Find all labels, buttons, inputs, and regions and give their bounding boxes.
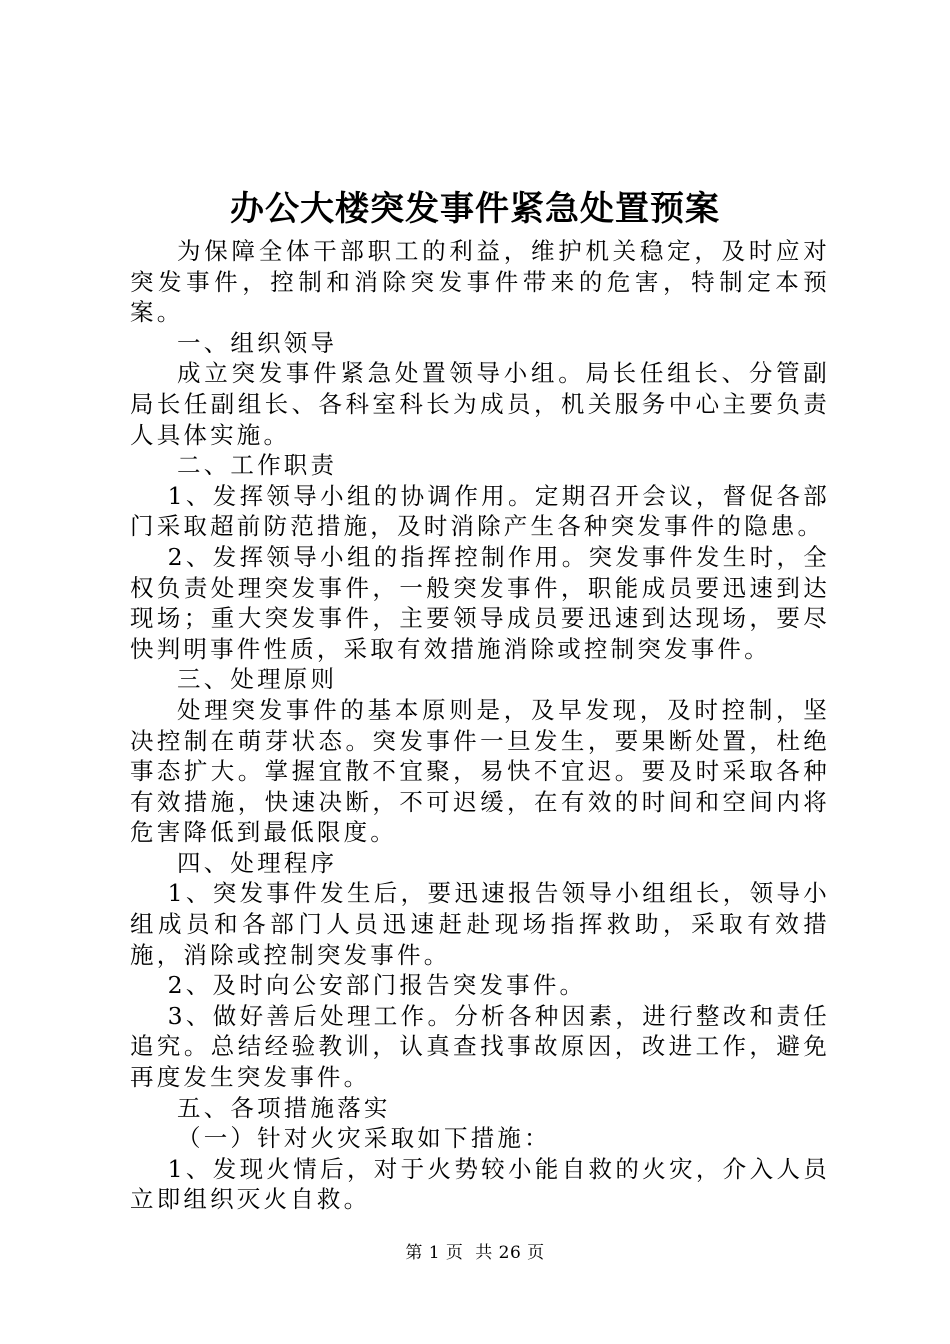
section-heading-principles: 三、处理原则 [177, 665, 338, 694]
paragraph-procedure-3: 3、做好善后处理工作。分析各种因素，进行整改和责任追究。总结经验教训，认真查找事故原因，改进工作，避免再度发生突发事件。 [130, 1001, 830, 1092]
paragraph-procedure-2: 2、及时向公安部门报告突发事件。 [167, 971, 587, 1000]
section-heading-measures: 五、各项措施落实 [177, 1093, 391, 1122]
intro-paragraph: 为保障全体干部职工的利益，维护机关稳定，及时应对突发事件，控制和消除突发事件带来的危害，特制定本预案。 [130, 237, 830, 327]
page-number-label: 第 1 页 共 26 页 [405, 1243, 545, 1263]
paragraph-principles: 处理突发事件的基本原则是，及早发现，及时控制，坚决控制在萌芽状态。突发事件一旦发生，要果断处置，杜绝事态扩大。掌握宜散不宜聚，易快不宜迟。要及时采取各种有效措施，快速决断，不可迟缓，在有效的时间和空间内将危害降低到最低限度。 [130, 695, 830, 847]
document-body [130, 236, 830, 1215]
subsection-heading-fire: （一）针对火灾采取如下措施： [177, 1124, 551, 1153]
page-footer [0, 1241, 950, 1265]
document-title: 办公大楼突发事件紧急处置预案 [230, 189, 720, 229]
paragraph-duty-1: 1、发挥领导小组的协调作用。定期召开会议，督促各部门采取超前防范措施，及时消除产生各种突发事件的隐患。 [130, 481, 830, 541]
paragraph-duty-2: 2、发挥领导小组的指挥控制作用。突发事件发生时，全权负责处理突发事件，一般突发事件，职能成员要迅速到达现场；重大突发事件，主要领导成员要迅速到达现场，要尽快判明事件性质，采取有效措施消除或控制突发事件。 [130, 542, 830, 663]
paragraph-fire-1: 1、发现火情后，对于火势较小能自救的火灾，介入人员立即组织灭火自救。 [130, 1154, 830, 1214]
paragraph-organization: 成立突发事件紧急处置领导小组。局长任组长、分管副局长任副组长、各科室科长为成员，机关服务中心主要负责人具体实施。 [130, 359, 830, 449]
section-heading-procedures: 四、处理程序 [177, 848, 338, 877]
paragraph-procedure-1: 1、突发事件发生后，要迅速报告领导小组组长，领导小组成员和各部门人员迅速赶赴现场指挥救助，采取有效措施，消除或控制突发事件。 [130, 879, 830, 969]
section-heading-duties: 二、工作职责 [177, 451, 338, 480]
section-heading-organization: 一、组织领导 [177, 328, 338, 357]
